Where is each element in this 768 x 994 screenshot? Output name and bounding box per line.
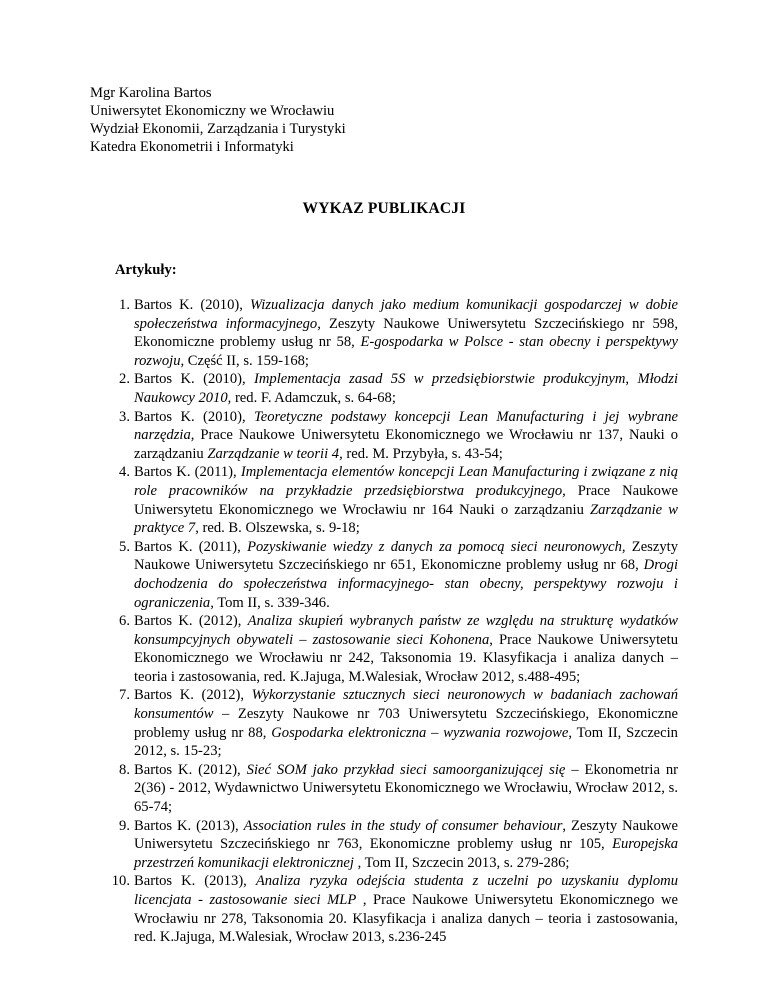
publication-citation: [134, 408, 678, 464]
publication-list: [106, 296, 678, 947]
citation-title-italic: Implementacja zasad 5S w przedsiębiorstwie produkcyjnym: [254, 371, 626, 388]
citation-text: , Tom II, Szczecin 2012, s. 15-23;: [134, 724, 678, 760]
citation-text: Bartos K. (2010),: [134, 371, 255, 388]
citation-text: – Ekonometria nr 2(36) - 2012, Wydawnictwo Uniwersytetu Ekonomicznego we Wrocławiu, Wrocław 2012, s. 65-74;: [134, 761, 679, 816]
publication-number: 9.: [119, 817, 130, 834]
publication-item: [106, 872, 678, 946]
publication-item: [106, 408, 678, 464]
faculty-name: Wydział Ekonomii, Zarządzania i Turystyki: [90, 121, 346, 137]
publication-item: [106, 538, 678, 612]
citation-text: Bartos K. (2010),: [134, 297, 250, 313]
citation-title-italic: Zarządzanie w teorii 4,: [207, 445, 343, 462]
citation-text: , red. B. Olszewska, s. 9-18;: [195, 520, 360, 537]
citation-title-italic: Sieć SOM jako przykład sieci samoorganizującej się: [246, 761, 566, 778]
publication-citation: [134, 370, 678, 407]
citation-text: Bartos K. (2013),: [134, 873, 256, 890]
citation-title-italic: Teoretyczne podstawy koncepcji Lean Manufacturing i jej wybrane narzędzia,: [134, 408, 678, 444]
publication-citation: [134, 296, 678, 370]
citation-text: , Prace Naukowe Uniwersytetu Ekonomicznego we Wrocławiu nr 242, Taksonomia 19. Klasyfikacja i analiza danych – teoria i zastosowania, red. K.Jajuga, M.Walesiak, Wrocław 2012, s.488-495;: [134, 631, 678, 685]
publication-number: 4.: [119, 464, 130, 481]
citation-text: red. M. Przybyła, s. 43-54;: [342, 445, 503, 462]
citation-text: Bartos K. (2012),: [134, 687, 252, 704]
citation-text: Bartos K. (2010),: [134, 408, 254, 425]
citation-title-italic: Pozyskiwanie wiedzy z danych za pomocą sieci neuronowych,: [247, 538, 626, 555]
publication-number: 6.: [119, 613, 130, 630]
citation-text: Część II, s. 159-168;: [184, 352, 309, 369]
publication-item: [106, 463, 678, 537]
publication-number: 2.: [119, 371, 130, 388]
publication-item: [106, 686, 678, 760]
author-header: [90, 84, 346, 156]
citation-text: Tom II, s. 339-346.: [213, 594, 330, 611]
publication-citation: [134, 612, 678, 686]
section-heading-articles: Artykuły:: [115, 262, 177, 278]
citation-title-italic: Młodzi Naukowcy 2010: [134, 371, 678, 406]
citation-text: Bartos K. (2012),: [134, 761, 247, 778]
publication-item: [106, 370, 678, 407]
citation-text: Zeszyty Naukowe Uniwersytetu Szczecińskiego nr 651, Ekonomiczne problemy usług nr 68,: [134, 538, 678, 574]
department-name: Katedra Ekonometrii i Informatyki: [90, 139, 294, 155]
citation-title-italic: Analiza ryzyka odejścia studenta z uczelni po uzyskaniu dyplomu licencjata - zastosowanie sieci MLP: [134, 873, 678, 908]
publication-citation: [134, 817, 678, 873]
citation-text: Bartos K. (2012),: [134, 613, 248, 630]
citation-title-italic: Europejska przestrzeń komunikacji elektronicznej: [134, 836, 678, 871]
publication-number: 5.: [119, 538, 130, 555]
citation-text: Bartos K. (2011),: [134, 538, 248, 555]
page-title: WYKAZ PUBLIKACJI: [302, 200, 466, 217]
citation-title-italic: Drogi dochodzenia do społeczeństwa informacyjnego- stan obecny, perspektywy rozwoju i ograniczenia,: [134, 557, 678, 611]
citation-text: Prace Naukowe Uniwersytetu Ekonomicznego we Wrocławiu nr 164 Nauki o zarządzaniu: [134, 482, 678, 518]
citation-title-italic: Association rules in the study of consumer behaviour: [243, 817, 563, 834]
publication-number: 8.: [119, 761, 130, 778]
publication-item: [106, 296, 678, 370]
citation-text: , Tom II, Szczecin 2013, s. 279-286;: [353, 854, 570, 871]
publication-item: [106, 612, 678, 686]
author-name: Mgr Karolina Bartos: [90, 85, 212, 101]
citation-text: Bartos K. (2013),: [134, 817, 244, 834]
citation-text: Bartos K. (2011),: [134, 464, 241, 481]
university-name: Uniwersytet Ekonomiczny we Wrocławiu: [90, 103, 335, 119]
citation-text: , Prace Naukowe Uniwersytetu Ekonomicznego we Wrocławiu nr 278, Taksonomia 20. Klasyfikacja i analiza danych – teoria i zastosowania, red. K.Jajuga, M.Walesiak, Wrocław 2013, s.236-245: [134, 892, 678, 946]
citation-text: Prace Naukowe Uniwersytetu Ekonomicznego we Wrocławiu nr 137, Nauki o zarządzaniu: [134, 427, 678, 462]
publication-citation: [134, 761, 678, 817]
publication-citation: [134, 538, 678, 612]
citation-text: – Zeszyty Naukowe nr 703 Uniwersytetu Szczecińskiego, Ekonomiczne problemy usług nr 88,: [134, 706, 678, 741]
publication-citation: [134, 686, 678, 760]
publication-number: 1.: [119, 297, 130, 313]
publication-number: 3.: [119, 408, 130, 425]
publication-number: 10.: [111, 873, 130, 890]
citation-title-italic: Zarządzanie w praktyce 7: [134, 501, 678, 537]
citation-text: Zeszyty Naukowe Uniwersytetu Szczecińskiego nr 598, Ekonomiczne problemy usług nr 58,: [134, 315, 678, 351]
citation-title-italic: Analiza skupień wybranych państw ze względu na strukturę wydatków konsumpcyjnych obywateli – zastosowanie sieci Kohonena: [134, 613, 679, 648]
publication-citation: [134, 463, 678, 537]
citation-title-italic: E-gospodarka w Polsce - stan obecny i perspektywy rozwoju,: [134, 334, 678, 369]
citation-title-italic: Wykorzystanie sztucznych sieci neuronowych w badaniach zachowań konsumentów: [134, 687, 678, 723]
citation-text: , red. F. Adamczuk, s. 64-68;: [227, 389, 396, 406]
citation-title-italic: Wizualizacja danych jako medium komunikacji gospodarczej w dobie społeczeństwa informacyjnego,: [134, 297, 679, 332]
citation-title-italic: Gospodarka elektroniczna – wyzwania rozwojowe: [271, 724, 569, 741]
publication-item: [106, 761, 678, 817]
publication-number: 7.: [119, 687, 130, 704]
citation-title-italic: Implementacja elementów koncepcji Lean Manufacturing i związane z nią role pracowników na przykładzie przedsiębiorstwa produkcyjnego,: [134, 464, 678, 499]
citation-text: ,: [625, 371, 638, 388]
publication-item: [106, 817, 678, 873]
publication-citation: [134, 872, 678, 946]
citation-text: , Zeszyty Naukowe Uniwersytetu Szczecińskiego nr 763, Ekonomiczne problemy usług nr 105,: [134, 817, 678, 853]
